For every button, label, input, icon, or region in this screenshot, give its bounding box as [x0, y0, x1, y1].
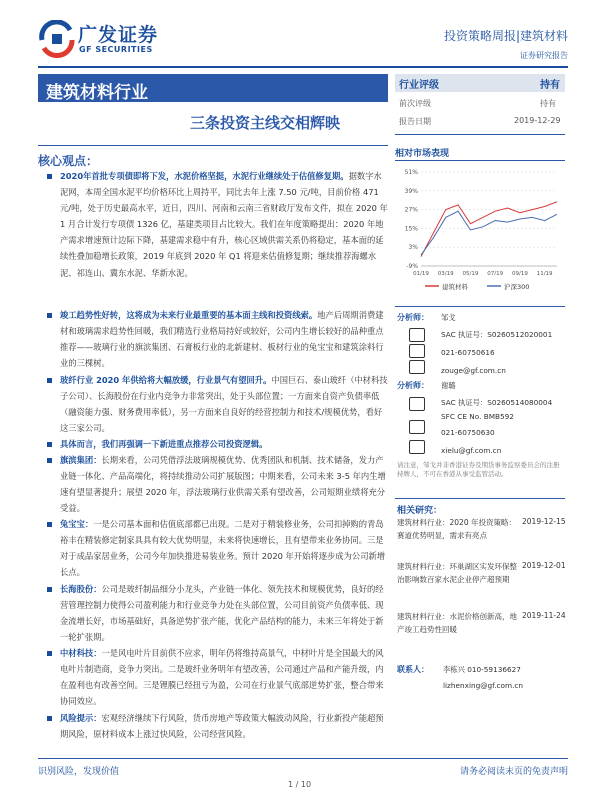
gf-logo-icon: [38, 20, 76, 58]
core-paragraph: 2020年首批专项债即将下发，水泥价格坚挺，水泥行业继续处于估值修复期。据数字水泥网，本周全国水泥平均价格环比上周持平，同比去年上涨 7.50 元/吨，目前价格 471 元/吨，处于历史最高水平，近日，四川、河南和云南三省财政厅发布文件，拟在 2020 年 1 月合计发行专项债 1326 亿，基建类项目占比较大。我们在年度策略提出：2020 年地产需求增速预计边际下降，基建需求稳中有升，核心区域供需关系仍将稳定，基本面的延续性叠加稳增长政策，2019 年底到 2020 年 Q1 将迎来估值修复期；继续推荐海螺水泥、祁连山、冀东水泥、华新水泥。: [60, 171, 388, 278]
contact-email[interactable]: lizhenxing@gf.com.cn: [443, 681, 524, 690]
market-chart: [395, 166, 565, 296]
report-date-value: 2019-12-29: [514, 116, 561, 125]
analyst-phone: 021-60750630: [441, 428, 495, 437]
phone-icon: [409, 344, 425, 358]
y-tick-label: 15%: [404, 225, 418, 233]
core-paragraph: 长海股份：公司是玻纤制品细分小龙头，产业链一体化、领先技术和规模优势，良好的经营管理控制力使得公司盈利能力和行业竞争力处在头部位置，公司目前资产负债率低、现金流增长好，市场基础好，具备逆势扩张产能，优化产品结构的能力，未来三年将处于新一轮扩张期。: [60, 584, 384, 643]
core-paragraph: 中材科技：一是风电叶片目前供不应求，明年仍将维持高景气，中材叶片是全国最大的风电叶片制造商，竞争力突出。二是玻纤业务明年有望改善，公司通过产品和产能升级，内在盈利也有改善空间。三是锂膜已经扭亏为盈，公司在行业景气底部逆势扩张，整合带来协同效应。: [60, 648, 384, 707]
bullet-icon: [47, 651, 52, 656]
bullet-icon: [47, 174, 52, 179]
analyst-email[interactable]: xielu@gf.com.cn: [441, 446, 502, 455]
y-tick-label: 3%: [408, 244, 418, 252]
core-paragraph: 具体而言，我们再强调一下新进重点推荐公司投资逻辑。: [60, 439, 268, 449]
header-divider: [38, 66, 568, 68]
rating-value: 持有: [540, 80, 560, 91]
legend-label-b: 沪深300: [504, 283, 530, 291]
core-paragraph: 竣工趋势性好转，这将成为未来行业最重要的基本面主线和投资线索。地产后周期消费建材和玻璃需求趋势性回暖，我们精选行业格局持好或较好，公司内生增长较好的品种重点推荐——玻璃行业的旗滨集团、石膏板行业的北新建材、板材行业的兔宝宝和建筑涂料行业的三棵树。: [60, 310, 384, 369]
bullet-icon: [47, 587, 52, 592]
y-tick-label: 51%: [404, 169, 418, 176]
core-paragraph: 兔宝宝：一是公司基本面和估值底部都已出现。二是对于精装修业务，公司扣掉购的青岛裕丰在精装修定制家具具有较大优势明显，未来将快速增长，且有望带来业务协同。三是对于成品家居业务，公司今年加快推进易装业务。预计 2020 年开始将逐步成为公司新增长点。: [60, 519, 386, 578]
x-tick-label: 01/19: [413, 271, 429, 277]
analyst-phone: 021-60750616: [441, 348, 495, 357]
core-paragraph: 风险提示：宏观经济继续下行风险，货币房地产等政策大幅波动风险，行业新投产能超预期风险，原材料成本上涨过快风险，公司经营风险。: [60, 713, 384, 740]
bullet-icon: [47, 378, 52, 383]
y-tick-label: 27%: [404, 206, 418, 214]
x-tick-label: 03/19: [437, 271, 454, 277]
report-headline: 三条投资主线交相辉映: [190, 114, 341, 132]
related-divider: [395, 498, 565, 499]
related-date: 2019-12-01: [522, 561, 566, 570]
id-card-icon: [409, 397, 425, 411]
disclaimer-note: 请注意，邹戈并非香港证券及期货事务监察委员会的注册持牌人，不可在香港从事受监管活动。: [397, 461, 560, 478]
core-paragraph: 玻纤行业 2020 年供给将大幅放缓，行业景气有望回升。中国巨石、泰山玻纤（中材科技子公司）、长海股份在行业内竞争力非常突出，处于头部位置；一方面来自资产负债率低（融资能力强、财务费用率低），另一方面来自良好的经营控制力和技术/规模优势，看好这三家公司。: [60, 375, 388, 434]
x-tick-label: 11/19: [536, 271, 553, 277]
market-divider: [395, 160, 565, 161]
analyst-divider: [395, 306, 565, 307]
y-tick-label: -9%: [406, 263, 418, 270]
email-icon: [409, 440, 425, 454]
x-tick-label: 07/19: [487, 271, 504, 277]
related-item[interactable]: 建筑材料行业：水泥价格创新高，地产竣工趋势性回暖: [397, 612, 517, 634]
y-tick-label: 39%: [404, 187, 418, 195]
industry-title: 建筑材料行业: [46, 83, 148, 103]
series-line-0: [421, 202, 557, 257]
related-date: 2019-11-24: [522, 611, 566, 620]
related-item[interactable]: 建筑材料行业：环巢湖区实发环保整治影响数百家水泥企业停产超预期: [397, 562, 517, 584]
footer-divider: [38, 758, 568, 759]
email-icon: [409, 360, 425, 374]
related-date: 2019-12-15: [522, 517, 566, 526]
bullet-icon: [47, 716, 52, 721]
contact-label: 联系人：: [397, 665, 429, 674]
footer-slogan: 识别风险，发现价值: [38, 767, 120, 777]
logo-subtext: GF SECURITIES: [79, 45, 153, 54]
phone-icon: [409, 420, 425, 434]
bullet-icon: [47, 458, 52, 463]
prev-rating-label: 前次评级: [399, 99, 431, 108]
analyst-cert: SAC 执证号：S0260514080004: [441, 398, 553, 407]
page-number: 1 / 10: [288, 780, 312, 789]
core-heading: 核心观点：: [38, 154, 99, 168]
id-card-icon: [409, 328, 425, 342]
rating-divider: [395, 134, 565, 135]
report-type: 投资策略周报|建筑材料: [443, 29, 568, 43]
bullet-icon: [47, 522, 52, 527]
prev-rating-value: 持有: [540, 99, 556, 108]
analyst-name: 谢璐: [441, 381, 456, 390]
bullet-icon: [47, 313, 52, 318]
bullet-icon: [47, 442, 52, 447]
rating-label: 行业评级: [399, 80, 439, 91]
related-heading: 相关研究：: [397, 506, 443, 516]
report-subtype: 证券研究报告: [520, 51, 568, 60]
x-tick-label: 09/19: [511, 271, 528, 277]
report-date-label: 报告日期: [399, 117, 431, 126]
analyst-label: 分析师：: [397, 313, 429, 322]
logo-text: 广发证券: [78, 24, 159, 46]
market-heading: 相对市场表现: [395, 149, 450, 159]
core-paragraph: 旗滨集团：长期来看，公司凭借浮法玻璃规模优势、优秀团队和机制、技术储备，发力产业链一体化、产品高端化，将持续推动公司扩展版图；中期来看，公司未来 3-5 年内生增速有望显著提升；展望 2020 年，浮法玻璃行业供需关系有望改善，公司短期业绩将充分受益。: [60, 455, 386, 514]
x-tick-label: 05/19: [462, 271, 479, 277]
footer-disclaimer: 请务必阅读末页的免责声明: [459, 767, 568, 777]
analyst-name: 邹戈: [441, 313, 456, 322]
related-item[interactable]: 建筑材料行业：2020 年投资策略：赛道优势明显，需求有亮点: [397, 518, 516, 540]
analyst-sfc: SFC CE No. BMB592: [441, 412, 514, 421]
analyst-cert: SAC 执证号：S0260512020001: [441, 330, 553, 339]
analyst-email[interactable]: zouge@gf.com.cn: [441, 366, 506, 375]
contact-name: 李栋兴 010-59136627: [443, 665, 521, 674]
legend-label-a: 建筑材料: [442, 283, 468, 291]
analyst-label: 分析师：: [397, 381, 429, 390]
